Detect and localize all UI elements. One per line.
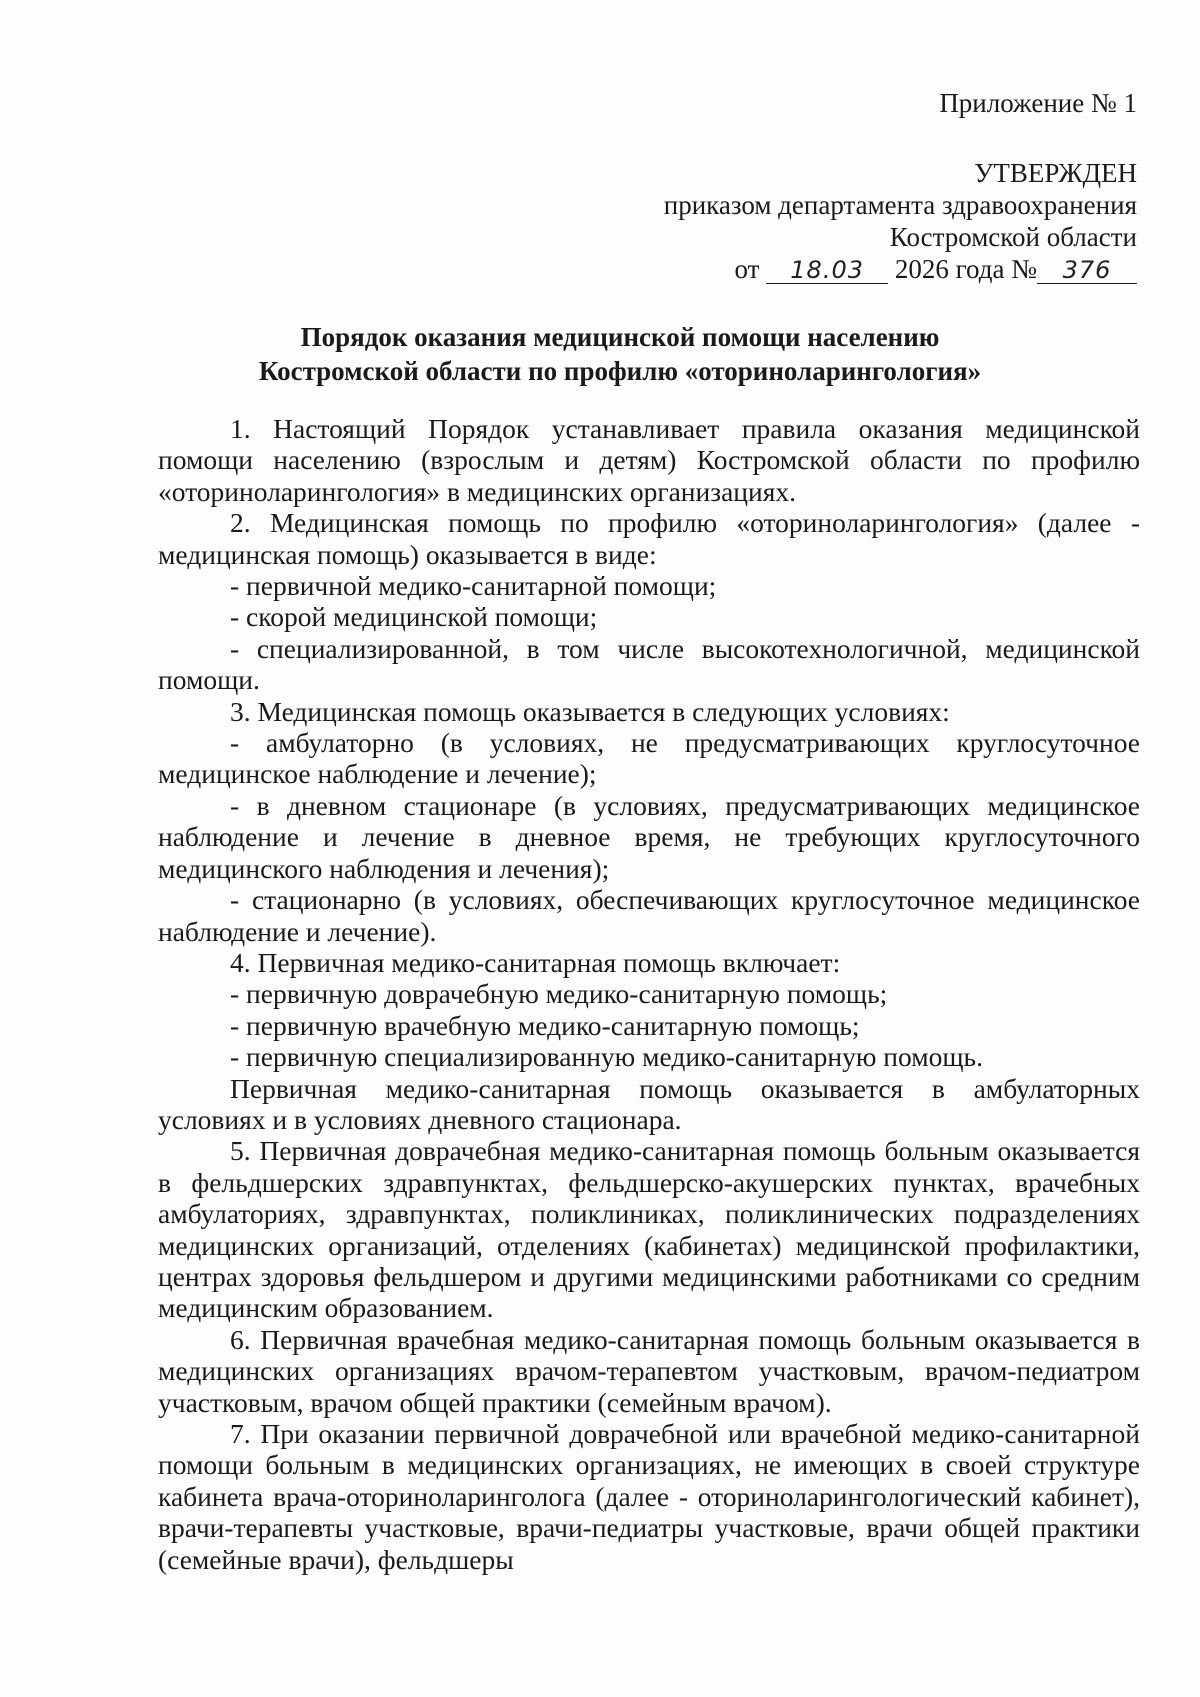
paragraph: - стационарно (в условиях, обеспечивающих круглосуточное медицинское наблюдение и лечение).	[158, 884, 1140, 947]
paragraph: 1. Настоящий Порядок устанавливает правила оказания медицинской помощи населению (взрослым и детям) Костромской области по профилю «оториноларингология» в медицинских организациях.	[158, 413, 1140, 507]
paragraph: 3. Медицинская помощь оказывается в следующих условиях:	[230, 695, 950, 727]
paragraph: 4. Первичная медико-санитарная помощь включает:	[230, 946, 841, 978]
paragraph: Первичная медико-санитарная помощь оказывается в амбулаторных условиях и в условиях дневного стационара.	[158, 1072, 1140, 1135]
paragraph: 7. При оказании первичной доврачебной или врачебной медико-санитарной помощи больным в медицинских организациях, не имеющих в своей структуре кабинета врача-оториноларинголога (далее - оториноларингологический кабинет), врачи-терапевты участковые, врачи-педиатры участковые, врачи общей практики (семейные врачи), фельдшеры	[158, 1418, 1140, 1575]
approved-label: УТВЕРЖДЕН	[974, 158, 1137, 188]
paragraph: - первичную специализированную медико-санитарную помощь.	[230, 1041, 983, 1073]
order-date-line	[577, 253, 1137, 285]
paragraph: 2. Медицинская помощь по профилю «оториноларингология» (далее - медицинская помощь) оказывается в виде:	[158, 507, 1140, 570]
paragraph: 6. Первичная врачебная медико-санитарная помощь больным оказывается в медицинских организациях врачом-терапевтом участковым, врачом-педиатром участковым, врачом общей практики (семейным врачом).	[158, 1323, 1140, 1418]
paragraph: 5. Первичная доврачебная медико-санитарная помощь больным оказывается в фельдшерских здравпунктах, фельдшерско-акушерских пунктах, врачебных амбулаториях, здравпунктах, поликлиниках, поликлинических подразделениях медицинских организаций, отделениях (кабинетах) медицинской профилактики, центрах здоровья фельдшером и другими медицинскими работниками со средним медицинским образованием.	[158, 1135, 1140, 1324]
paragraph: - амбулаторно (в условиях, не предусматривающих круглосуточное медицинское наблюдение и лечение);	[158, 727, 1140, 790]
paragraph: - первичную доврачебную медико-санитарную помощь;	[230, 978, 888, 1010]
date-suffix: 2026 года №	[894, 254, 1037, 284]
document-title	[0, 320, 1200, 388]
handwritten-date: 18.03	[766, 257, 888, 284]
paragraph: - в дневном стационаре (в условиях, предусматривающих медицинское наблюдение и лечение в дневное время, не требующих круглосуточного медицинского наблюдения и лечения);	[158, 789, 1140, 884]
title-line-1: Порядок оказания медицинской помощи населению	[300, 322, 940, 352]
paragraph: - первичную врачебную медико-санитарную помощь;	[230, 1009, 860, 1041]
handwritten-order-number: 376	[1037, 257, 1137, 284]
paragraph: - специализированной, в том числе высокотехнологичной, медицинской помощи.	[158, 632, 1140, 696]
paragraph: - скорой медицинской помощи;	[230, 601, 598, 633]
order-line-1: приказом департамента здравоохранения	[663, 190, 1137, 220]
order-line-2: Костромской области	[889, 222, 1137, 252]
paragraph: - первичной медико-санитарной помощи;	[230, 570, 717, 602]
document-body	[158, 413, 1140, 1575]
title-line-2: Костромской области по профилю «оториноларингология»	[258, 356, 982, 386]
appendix-label: Приложение № 1	[939, 88, 1137, 118]
date-prefix: от	[734, 254, 760, 284]
approval-block	[577, 157, 1137, 285]
